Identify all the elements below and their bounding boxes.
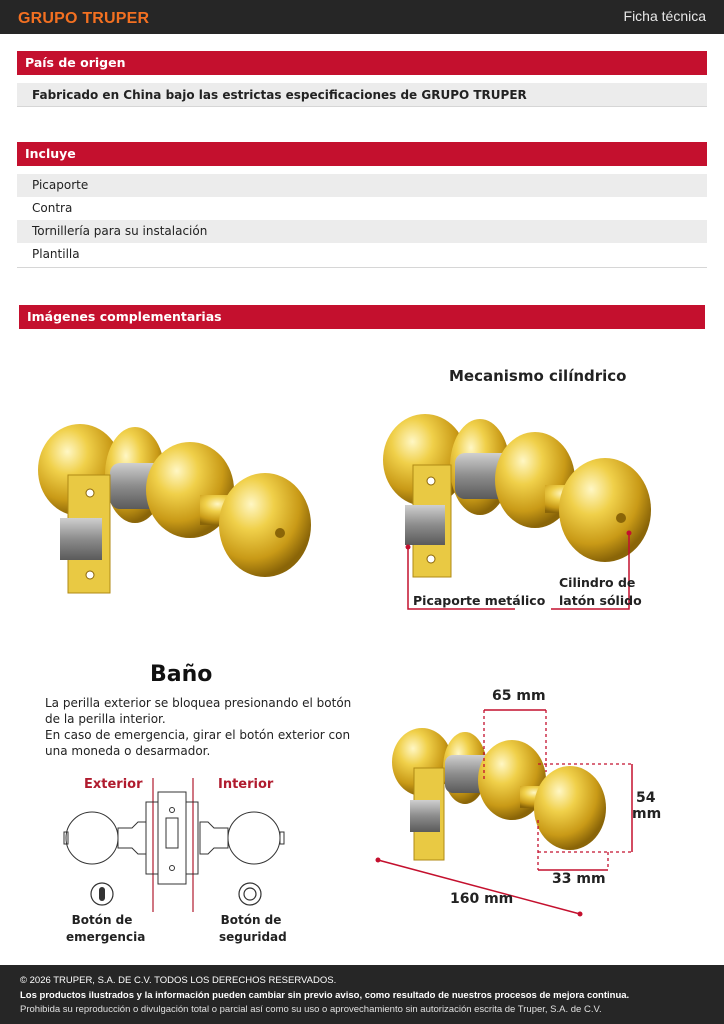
bano-description-line: de la perilla interior. <box>45 712 166 726</box>
footer-notice: Los productos ilustrados y la información pueden cambiar sin previo aviso, como resultado de nuestros procesos de mejora continua. <box>20 990 630 1001</box>
dimension-height-value: 54 <box>636 790 656 806</box>
includes-section-header: Incluye <box>17 142 707 166</box>
callout-cylinder-line2: latón sólido <box>559 593 642 608</box>
lockset-product-image <box>30 415 330 605</box>
dimension-width: 65 mm <box>492 688 546 704</box>
callout-latch: Picaporte metálico <box>413 593 546 608</box>
includes-item: Contra <box>32 201 73 215</box>
exterior-label: Exterior <box>84 777 143 792</box>
bano-description-line: En caso de emergencia, girar el botón exterior con <box>45 728 351 742</box>
includes-item: Plantilla <box>32 247 80 261</box>
footer-prohibition: Prohibida su reproducción o divulgación total o parcial así como su uso o aprovechamiento sin autorización escrita de Truper, S.A. de C.V. <box>20 1004 602 1015</box>
mechanism-title: Mecanismo cilíndrico <box>449 367 627 385</box>
emergency-button-label-line2: emergencia <box>66 930 146 944</box>
top-bar <box>0 0 724 34</box>
includes-item: Tornillería para su instalación <box>17 220 707 243</box>
dimension-depth: 33 mm <box>552 871 606 887</box>
origin-text: Fabricado en China bajo las estrictas especificaciones de GRUPO TRUPER <box>17 83 707 107</box>
security-button-label-line2: seguridad <box>219 930 287 944</box>
bano-title: Baño <box>150 662 213 687</box>
footer-copyright: © 2026 TRUPER, S.A. DE C.V. TODOS LOS DERECHOS RESERVADOS. <box>20 975 337 986</box>
images-section-header: Imágenes complementarias <box>19 305 705 329</box>
bano-description-line: La perilla exterior se bloquea presionando el botón <box>45 696 352 710</box>
interior-label: Interior <box>218 777 274 792</box>
bano-lock-diagram <box>60 778 290 918</box>
callout-cylinder-line1: Cilindro de <box>559 575 636 590</box>
dimensions-image <box>370 700 670 920</box>
emergency-button-label-line1: Botón de <box>71 913 133 927</box>
dimension-height-unit: mm <box>632 806 662 822</box>
brand-logo: GRUPO TRUPER <box>18 10 150 27</box>
footer <box>0 965 724 1024</box>
security-button-label-line1: Botón de <box>220 913 282 927</box>
bano-description-line: una moneda o desarmador. <box>45 744 211 758</box>
includes-item: Picaporte <box>17 174 707 197</box>
origin-section-header: País de origen <box>17 51 707 75</box>
document-type: Ficha técnica <box>623 8 706 24</box>
list-divider <box>17 267 707 268</box>
dimension-length: 160 mm <box>450 891 514 907</box>
